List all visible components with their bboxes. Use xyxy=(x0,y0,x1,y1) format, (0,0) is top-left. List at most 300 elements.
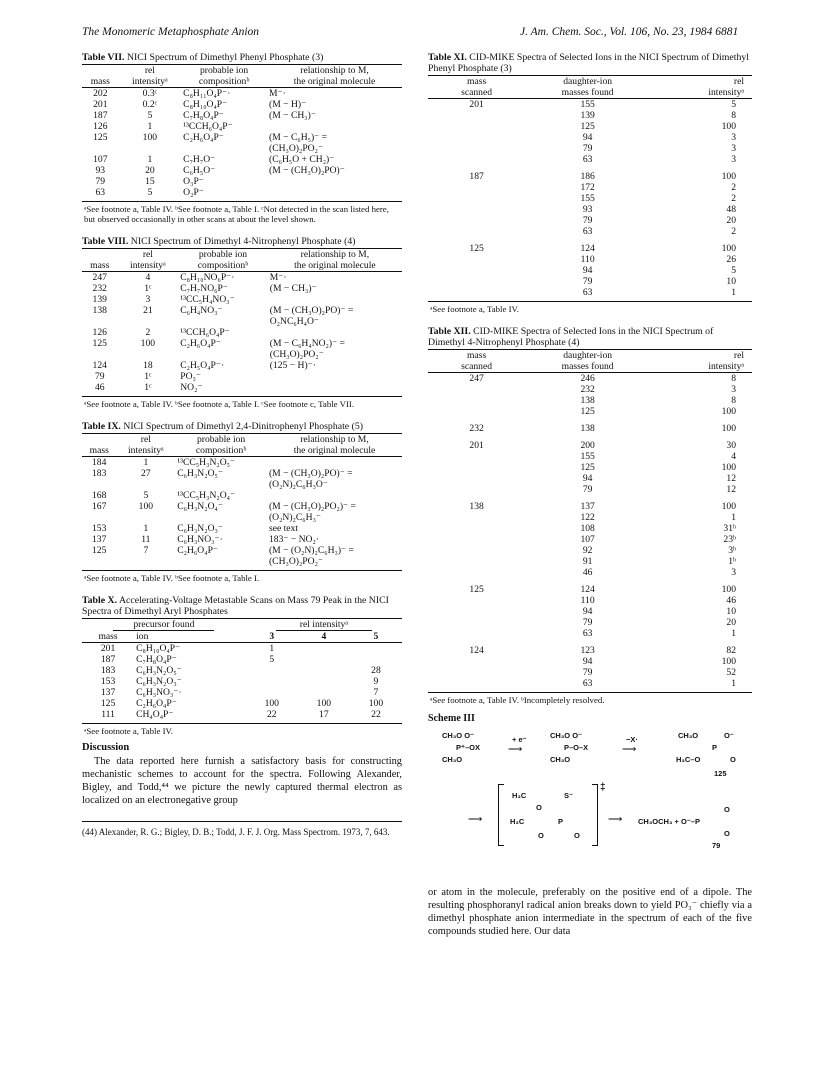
table-cell: C₇H₈O₄P⁻ xyxy=(183,110,224,121)
table-cell xyxy=(428,678,525,693)
table-cell: 202 xyxy=(93,88,108,99)
table-cell xyxy=(298,676,350,687)
column-header: intensityᵃ xyxy=(116,445,175,457)
table-cell: 1ᵇ xyxy=(728,556,736,567)
table-cell: 138 xyxy=(469,501,484,512)
table-row xyxy=(82,457,402,469)
table-cell xyxy=(428,451,525,462)
table-row xyxy=(428,545,752,556)
table-cell: 1ᶜ xyxy=(144,382,152,393)
table-cell xyxy=(428,193,525,204)
table-cell: (M − (O₂N)₂C₆H₃)⁻ = xyxy=(268,545,354,556)
data-table xyxy=(428,349,752,705)
scheme-iii xyxy=(428,724,752,884)
scheme-text: P–O–X xyxy=(564,743,589,752)
table-cell: 126 xyxy=(92,327,107,338)
table-cell: 91 xyxy=(582,556,593,567)
table-cell: 79 xyxy=(582,276,593,287)
header-row xyxy=(428,361,752,373)
table-cell xyxy=(428,204,525,215)
table-cell: 11 xyxy=(141,534,151,545)
table-caption xyxy=(428,326,752,348)
reaction-arrow-icon: ⟶ xyxy=(508,744,523,755)
table-row xyxy=(82,687,402,698)
table-row xyxy=(428,628,752,639)
table-xi xyxy=(428,52,752,314)
table-footnote: ᵃSee footnote a, Table IV. ᵇSee footnote a, Table I. ᶜSee footnote c, Table VII. xyxy=(84,399,355,409)
table-cell xyxy=(298,687,350,698)
table-body xyxy=(82,457,402,571)
table-cell: 63 xyxy=(582,678,593,689)
table-cell: 94 xyxy=(582,132,593,143)
column-header: relationship to M, xyxy=(268,249,402,261)
table-cell xyxy=(175,512,267,523)
table-cell: 100 xyxy=(721,462,736,473)
table-row xyxy=(428,451,752,462)
table-cell: (M − C₆H₄NO₂)⁻ = xyxy=(269,338,345,349)
column-header: compositionᵇ xyxy=(178,260,268,272)
table-cell: 8 xyxy=(731,395,736,406)
table-cell xyxy=(428,406,525,417)
table-cell: 20 xyxy=(145,165,155,176)
table-cell xyxy=(428,556,525,567)
table-caption xyxy=(428,52,752,74)
table-row xyxy=(428,384,752,395)
table-cell: 4 xyxy=(145,272,151,283)
table-row xyxy=(82,338,402,349)
table-cell: 5 xyxy=(143,490,149,501)
table-row xyxy=(82,534,402,545)
column-header: mass xyxy=(82,445,116,457)
table-cell: 79 xyxy=(582,215,593,226)
table-caption xyxy=(82,236,402,247)
table-row xyxy=(428,143,752,154)
table-cell: 20 xyxy=(726,215,736,226)
table-ix xyxy=(82,421,402,583)
table-cell: 100 xyxy=(264,698,279,709)
table-cell xyxy=(428,512,525,523)
table-cell: 46 xyxy=(726,595,736,606)
table-cell: 4 xyxy=(731,451,736,462)
column-header xyxy=(82,65,119,77)
table-body xyxy=(428,99,752,302)
table-cell xyxy=(350,654,402,665)
discussion-text: The data reported here furnish a satisfactory basis for constructing mechanistic schemes to account for the spectra. Following Alexander, Bigley, and Todd,⁴⁴ we picture the newly captured thermal electron as localized on an electronegative group xyxy=(82,756,402,806)
table-cell: 93 xyxy=(582,204,593,215)
table-cell: 79 xyxy=(94,371,105,382)
table-row xyxy=(428,678,752,693)
header-row xyxy=(428,87,752,99)
table-cell xyxy=(246,665,298,676)
table-cell: 110 xyxy=(580,254,595,265)
table-cell: 3 xyxy=(731,154,736,165)
table-cell: (M − (CH₃O)₂PO₂)⁻ = xyxy=(268,501,356,512)
table-row xyxy=(428,193,752,204)
table-row xyxy=(428,237,752,254)
table-cell: 201 xyxy=(469,99,484,110)
table-row xyxy=(428,639,752,656)
table-caption xyxy=(82,595,402,617)
table-cell: 94 xyxy=(582,656,593,667)
table-row xyxy=(428,265,752,276)
scheme-text: H₃C–O xyxy=(676,755,701,764)
table-row xyxy=(82,468,402,479)
table-cell: (M − C₆H₅)⁻ = xyxy=(269,132,328,143)
table-row xyxy=(428,523,752,534)
header-row xyxy=(82,65,402,77)
table-cell: 79 xyxy=(582,617,593,628)
column-header: rel xyxy=(650,350,752,362)
data-table xyxy=(82,64,402,224)
table-cell: O₃P⁻ xyxy=(183,176,204,187)
table-cell: 100 xyxy=(721,501,736,512)
table-cell: (M − (CH₃O)₂PO)⁻ = xyxy=(269,305,354,316)
table-row xyxy=(82,676,402,687)
table-cell: 124 xyxy=(92,360,107,371)
table-cell: 1 xyxy=(731,287,736,298)
running-head-title: The Monomeric Metaphosphate Anion xyxy=(82,26,260,38)
scheme-text: CH₃O xyxy=(678,731,699,740)
column-header xyxy=(82,434,116,446)
table-row xyxy=(428,578,752,595)
table-header xyxy=(82,249,402,272)
scheme-text: H₃C xyxy=(512,791,527,800)
table-cell: 10 xyxy=(726,606,736,617)
table-row xyxy=(82,654,402,665)
table-cell xyxy=(178,349,268,360)
group-label: rel intensityᵃ xyxy=(276,619,372,631)
table-cell: CH₄O₄P⁻ xyxy=(136,709,174,720)
table-label: Table IX. xyxy=(82,421,121,432)
table-row xyxy=(428,473,752,484)
table-cell: 5 xyxy=(731,265,736,276)
table-row xyxy=(82,88,402,100)
discussion-heading: Discussion xyxy=(82,742,130,753)
table-cell: 7 xyxy=(373,687,379,698)
table-cell: C₂H₆O₄P⁻ xyxy=(183,132,224,143)
table-cell: 1 xyxy=(147,154,153,165)
table-caption xyxy=(82,421,402,432)
table-cell xyxy=(428,265,525,276)
table-row xyxy=(428,434,752,451)
table-cell: (125 − H)⁻· xyxy=(269,360,316,371)
table-cell: C₆H₃N₂O₅⁻ xyxy=(136,665,182,676)
scheme-text: O xyxy=(574,831,580,840)
table-cell xyxy=(350,643,402,655)
scheme-text: O xyxy=(730,755,736,764)
table-cell xyxy=(428,182,525,193)
table-cell xyxy=(268,327,402,338)
column-header: rel xyxy=(119,65,182,77)
scheme-text: + e⁻ xyxy=(512,735,527,744)
table-cell: 3 xyxy=(145,294,151,305)
table-row xyxy=(82,501,402,512)
column-header: 5 xyxy=(350,631,402,643)
table-row xyxy=(82,165,402,176)
column-header: intensityᵃ xyxy=(119,76,182,88)
scheme-text: P xyxy=(712,743,718,752)
table-cell: 20 xyxy=(726,617,736,628)
table-cell: 110 xyxy=(580,595,595,606)
header-row xyxy=(82,249,402,261)
table-row xyxy=(428,182,752,193)
column-header: compositionᵇ xyxy=(175,445,267,457)
table-body xyxy=(82,88,402,202)
table-cell xyxy=(116,512,175,523)
table-cell: ¹³CC₅H₃N₂O₄⁻ xyxy=(177,490,236,501)
table-cell: 82 xyxy=(726,645,736,656)
table-cell: 100 xyxy=(721,584,736,595)
table-cell: 168 xyxy=(92,490,107,501)
table-row xyxy=(82,349,402,360)
table-body xyxy=(82,272,402,397)
table-row xyxy=(428,302,752,315)
table-cell: 100 xyxy=(721,171,736,182)
column-header: compositionᵇ xyxy=(181,76,267,88)
table-row xyxy=(82,176,402,187)
table-cell xyxy=(428,473,525,484)
column-group-header xyxy=(82,619,246,632)
table-row xyxy=(82,571,402,584)
table-cell: C₆H₃NO₃⁻· xyxy=(136,687,182,698)
table-cell xyxy=(428,110,525,121)
header-row xyxy=(82,434,402,446)
table-cell: 100 xyxy=(721,656,736,667)
table-footer xyxy=(428,302,752,315)
table-cell: 31ᵇ xyxy=(723,523,736,534)
table-cell: 137 xyxy=(100,687,116,698)
table-footnote: ᵃSee footnote a, Table IV. xyxy=(84,726,173,736)
table-row xyxy=(428,276,752,287)
table-cell: 1 xyxy=(143,523,149,534)
table-cell: 100 xyxy=(368,698,384,709)
table-cell xyxy=(82,143,119,154)
table-row xyxy=(428,462,752,473)
table-cell: 79 xyxy=(582,143,593,154)
table-cell: 1 xyxy=(731,628,736,639)
table-cell: 46 xyxy=(582,567,593,578)
scheme-text: O xyxy=(536,803,542,812)
table-cell: 1 xyxy=(147,121,153,132)
column-header: 4 xyxy=(298,631,350,643)
table-cell: 23ᵇ xyxy=(723,534,736,545)
column-header: scanned xyxy=(428,87,525,99)
table-footer xyxy=(428,693,752,706)
column-header: the original molecule xyxy=(267,76,402,88)
table-row xyxy=(428,395,752,406)
table-row xyxy=(82,724,402,737)
table-row xyxy=(82,202,402,225)
table-cell: 63 xyxy=(582,226,593,237)
scheme-text: CH₃O xyxy=(550,755,571,764)
column-header: the original molecule xyxy=(267,445,402,457)
table-cell: 201 xyxy=(93,99,108,110)
table-cell xyxy=(428,545,525,556)
table-row xyxy=(82,397,402,410)
table-cell xyxy=(428,395,525,406)
table-cell: 155 xyxy=(580,451,595,462)
table-row xyxy=(82,283,402,294)
table-cell: ¹³CC₅H₄NO₃⁻ xyxy=(180,294,235,305)
data-table xyxy=(82,248,402,409)
table-cell: 12 xyxy=(726,484,736,495)
table-cell: 26 xyxy=(726,254,736,265)
table-cell: 125 xyxy=(580,462,595,473)
table-cell: (M − H)⁻ xyxy=(269,99,307,110)
table-cell: 107 xyxy=(93,154,108,165)
table-cell: 63 xyxy=(95,187,106,198)
table-cell: 201 xyxy=(100,643,116,654)
table-row xyxy=(428,287,752,302)
table-row xyxy=(82,294,402,305)
table-footer xyxy=(82,397,402,410)
table-cell: 155 xyxy=(580,99,595,110)
running-head-journal: J. Am. Chem. Soc., Vol. 106, No. 23, 1984 6881 xyxy=(520,26,739,38)
column-header: the original molecule xyxy=(268,260,402,272)
table-cell: 184 xyxy=(92,457,107,468)
column-group-header xyxy=(246,619,402,632)
column-header: relationship to M, xyxy=(267,65,402,77)
table-cell: C₂H₆O₄P⁻ xyxy=(136,698,177,709)
table-row xyxy=(82,523,402,534)
table-cell xyxy=(428,656,525,667)
table-cell: 183 xyxy=(100,665,116,676)
table-cell: (C₆H₅O + CH₂)⁻ xyxy=(269,154,335,165)
table-cell xyxy=(268,382,402,397)
bracket-right xyxy=(592,784,598,846)
table-cell: C₇H₈O₄P⁻ xyxy=(136,654,177,665)
table-row xyxy=(428,132,752,143)
table-cell: 108 xyxy=(580,523,595,534)
table-cell xyxy=(298,643,350,655)
table-cell: 1 xyxy=(731,512,736,523)
column-header: relationship to M, xyxy=(267,434,402,446)
table-row xyxy=(428,165,752,182)
table-cell: 187 xyxy=(469,171,484,182)
table-cell: 27 xyxy=(141,468,151,479)
table-cell: 21 xyxy=(143,305,153,316)
table-cell xyxy=(268,294,402,305)
table-cell: 94 xyxy=(582,473,593,484)
table-body xyxy=(82,643,402,724)
table-cell: see text xyxy=(268,523,299,534)
table-row xyxy=(428,556,752,567)
table-header xyxy=(428,350,752,373)
table-cell: 2 xyxy=(731,182,736,193)
table-xii xyxy=(428,326,752,705)
table-cell: 125 xyxy=(469,584,484,595)
table-cell: 125 xyxy=(469,243,484,254)
table-title: NICI Spectrum of Dimethyl 2,4-Dinitrophenyl Phosphate (5) xyxy=(123,421,364,432)
table-cell: 100 xyxy=(142,132,158,143)
table-cell: 137 xyxy=(92,534,107,545)
header-row xyxy=(82,631,402,643)
table-cell: 153 xyxy=(100,676,116,687)
table-cell: 3 xyxy=(731,132,736,143)
table-cell xyxy=(428,154,525,165)
right-column xyxy=(428,52,752,938)
table-cell: 94 xyxy=(582,265,593,276)
table-cell: 8 xyxy=(731,373,736,384)
table-cell: 0.3ᶜ xyxy=(142,88,158,99)
column-header: daughter-ion xyxy=(525,350,650,362)
table-cell: 100 xyxy=(138,501,154,512)
table-cell: 5 xyxy=(147,110,153,121)
table-row xyxy=(428,617,752,628)
table-cell xyxy=(246,676,298,687)
scheme-text: CH₃OCH₃ + O⁻–P xyxy=(638,817,700,826)
table-cell: 5 xyxy=(269,654,275,665)
table-cell: (M − CH₃)⁻ xyxy=(269,283,317,294)
table-cell: ¹³CCH₆O₄P⁻ xyxy=(183,121,233,132)
column-header: scanned xyxy=(428,361,525,373)
table-row xyxy=(82,643,402,655)
scheme-text: CH₃O O⁻ xyxy=(550,731,583,740)
table-header xyxy=(82,65,402,88)
table-cell xyxy=(428,132,525,143)
table-cell xyxy=(116,479,175,490)
table-cell: C₆H₃N₂O₃⁻ xyxy=(136,676,182,687)
header-row xyxy=(428,76,752,88)
table-cell: 2 xyxy=(145,327,151,338)
table-cell: 5 xyxy=(147,187,153,198)
table-cell: 125 xyxy=(93,132,108,143)
table-cell: M⁻· xyxy=(269,88,286,99)
table-cell: 28 xyxy=(371,665,381,676)
table-label: Table VIII. xyxy=(82,236,129,247)
table-cell: 122 xyxy=(580,512,595,523)
table-footnote: ᵃSee footnote a, Table IV. ᵇIncompletely resolved. xyxy=(430,695,605,705)
table-row xyxy=(82,479,402,490)
table-cell xyxy=(267,490,402,501)
table-cell: 15 xyxy=(145,176,155,187)
table-cell: (M − (CH₃O)₂PO)⁻ = xyxy=(268,468,353,479)
column-header: mass xyxy=(428,350,525,362)
data-table xyxy=(82,618,402,736)
table-cell: 1 xyxy=(731,678,736,689)
table-row xyxy=(82,360,402,371)
table-cell xyxy=(428,143,525,154)
table-row xyxy=(428,693,752,706)
column-header: ion xyxy=(134,631,246,643)
table-cell: 125 xyxy=(100,698,116,709)
table-cell: 111 xyxy=(101,709,115,720)
table-cell: 232 xyxy=(92,283,107,294)
table-cell: 8 xyxy=(731,110,736,121)
table-cell xyxy=(181,143,267,154)
table-cell: (M − (CH₃O)₂PO)⁻ xyxy=(269,165,345,176)
table-cell xyxy=(82,479,116,490)
table-cell: 79 xyxy=(95,176,106,187)
column-header: mass xyxy=(82,260,118,272)
table-cell: 201 xyxy=(469,440,484,451)
scheme-title: Scheme III xyxy=(428,713,475,724)
table-row xyxy=(82,187,402,202)
table-cell: NO₂⁻ xyxy=(180,382,203,393)
header-row xyxy=(82,76,402,88)
scheme-text: S⁻ xyxy=(564,791,573,800)
table-row xyxy=(428,204,752,215)
table-cell: 48 xyxy=(726,204,736,215)
table-cell: 1 xyxy=(269,643,275,654)
table-cell: 100 xyxy=(316,698,332,709)
column-header xyxy=(82,249,118,261)
table-title: NICI Spectrum of Dimethyl 4-Nitrophenyl Phosphate (4) xyxy=(130,236,356,247)
table-row xyxy=(82,665,402,676)
table-row xyxy=(82,121,402,132)
table-row xyxy=(82,371,402,382)
table-cell: 183 xyxy=(92,468,107,479)
